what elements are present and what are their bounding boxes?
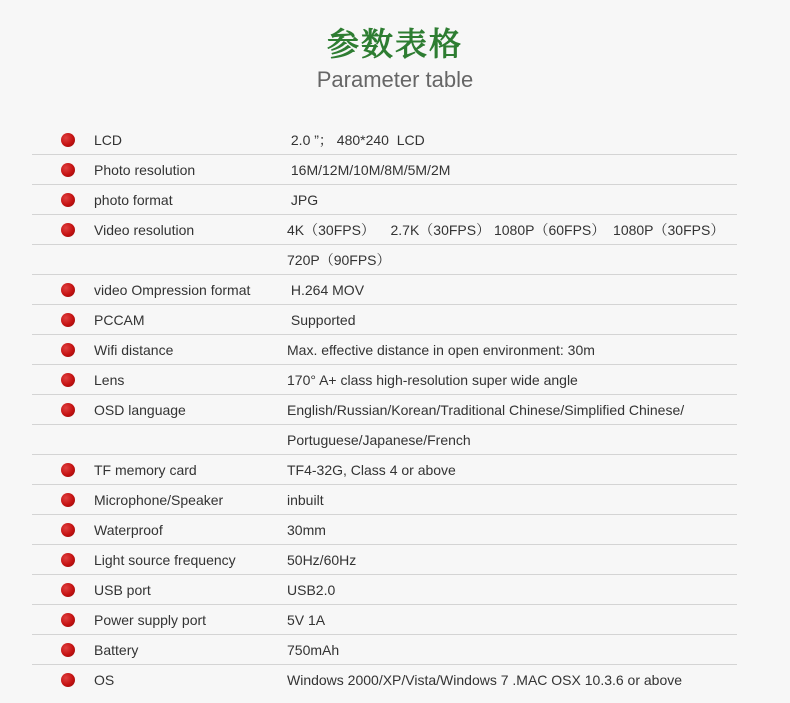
row-label: Microphone/Speaker [94, 492, 224, 508]
row-value: 720P（90FPS） [287, 252, 391, 268]
bullet-dot-icon [61, 163, 75, 177]
bullet-dot-icon [61, 523, 75, 537]
row-label: PCCAM [94, 312, 145, 328]
bullet-dot-icon [61, 493, 75, 507]
table-row [32, 155, 737, 185]
table-row [32, 215, 737, 245]
row-label: Light source frequency [94, 552, 236, 568]
row-label: Power supply port [94, 612, 207, 628]
row-value: USB2.0 [287, 582, 336, 598]
row-value: 4K（30FPS） 2.7K（30FPS） 1080P（60FPS） 1080P（30FPS） [287, 222, 725, 238]
table-row [32, 515, 737, 545]
row-value: 16M/12M/10M/8M/5M/2M [287, 162, 451, 178]
bullet-dot-icon [61, 673, 75, 687]
parameter-table [32, 125, 737, 695]
row-label: video Ompression format [94, 282, 251, 298]
bullet-dot-icon [61, 133, 75, 147]
bullet-dot-icon [61, 403, 75, 417]
bullet-dot-icon [61, 283, 75, 297]
table-row [32, 425, 737, 455]
bullet-dot-icon [61, 583, 75, 597]
bullet-dot-icon [61, 463, 75, 477]
table-row [32, 275, 737, 305]
bullet-dot-icon [61, 343, 75, 357]
row-value: 750mAh [287, 642, 340, 658]
row-value: inbuilt [287, 492, 324, 508]
table-row [32, 185, 737, 215]
bullet-dot-icon [61, 553, 75, 567]
table-row [32, 635, 737, 665]
row-value: 30mm [287, 522, 326, 538]
row-label: LCD [94, 132, 123, 148]
row-label: Photo resolution [94, 162, 196, 178]
bullet-dot-icon [61, 313, 75, 327]
table-row [32, 245, 737, 275]
row-value: 170° A+ class high-resolution super wide angle [287, 372, 578, 388]
table-row [32, 665, 737, 695]
row-value: JPG [287, 192, 319, 208]
row-label: Wifi distance [94, 342, 174, 358]
table-row [32, 485, 737, 515]
page-title-chinese: 参数表格 [326, 25, 463, 63]
table-row [32, 575, 737, 605]
page-header [0, 22, 790, 94]
table-row [32, 545, 737, 575]
bullet-dot-icon [61, 223, 75, 237]
row-value: Portuguese/Japanese/French [287, 432, 471, 448]
table-row [32, 365, 737, 395]
row-value: TF4-32G, Class 4 or above [287, 462, 456, 478]
row-value: Supported [287, 312, 356, 328]
row-label: OSD language [94, 402, 186, 418]
table-row [32, 455, 737, 485]
row-label: photo format [94, 192, 173, 208]
bullet-dot-icon [61, 193, 75, 207]
row-label: Lens [94, 372, 125, 388]
table-row [32, 305, 737, 335]
table-row [32, 125, 737, 155]
row-value: Max. effective distance in open environment: 30m [287, 342, 595, 358]
table-row [32, 335, 737, 365]
row-value: H.264 MOV [287, 282, 365, 298]
row-label: TF memory card [94, 462, 197, 478]
bullet-dot-icon [61, 613, 75, 627]
row-label: USB port [94, 582, 151, 598]
row-label: OS [94, 672, 115, 688]
bullet-dot-icon [61, 643, 75, 657]
row-value: Windows 2000/XP/Vista/Windows 7 .MAC OSX 10.3.6 or above [287, 672, 683, 688]
row-value: 2.0 ”； 480*240 LCD [287, 132, 425, 148]
row-label: Video resolution [94, 222, 195, 238]
bullet-dot-icon [61, 373, 75, 387]
row-label: Waterproof [94, 522, 163, 538]
row-value: English/Russian/Korean/Traditional Chinese/Simplified Chinese/ [287, 402, 685, 418]
row-value: 50Hz/60Hz [287, 552, 357, 568]
row-value: 5V 1A [287, 612, 326, 628]
page-title-english: Parameter table [316, 67, 474, 92]
table-row [32, 395, 737, 425]
row-label: Battery [94, 642, 139, 658]
table-row [32, 605, 737, 635]
